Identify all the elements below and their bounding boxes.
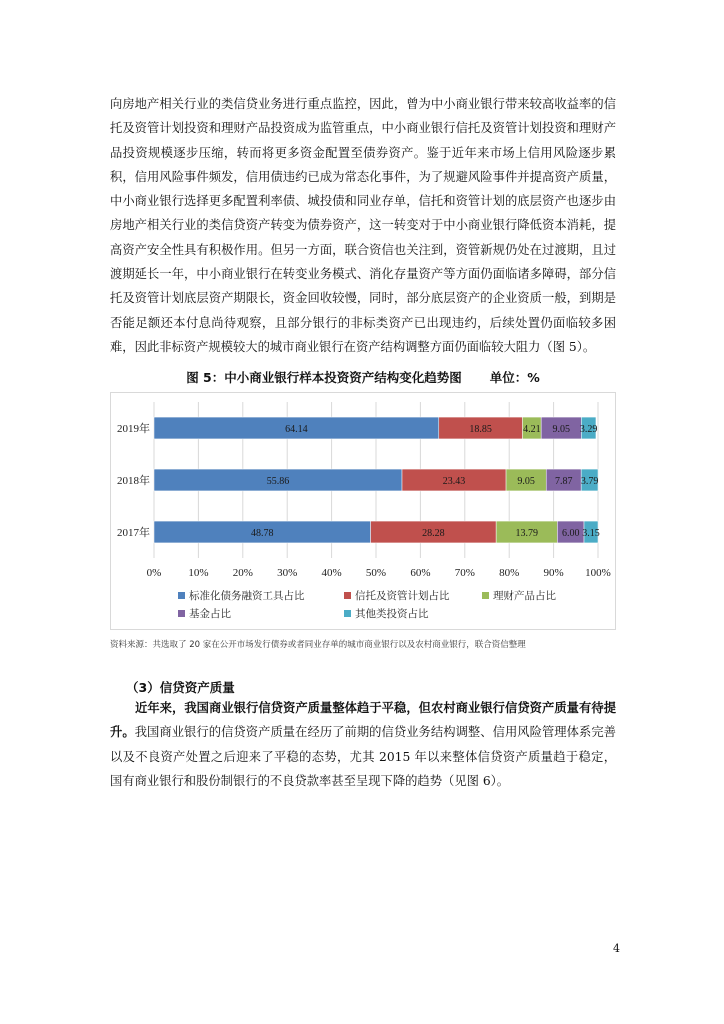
legend-label: 信托及资管计划占比 (355, 590, 450, 602)
legend-label: 其他类投资占比 (355, 608, 429, 620)
x-tick-label: 90% (543, 567, 564, 579)
category-label: 2019年 (117, 423, 150, 435)
legend-swatch (178, 592, 185, 599)
data-label: 9.05 (552, 424, 571, 435)
legend-swatch (178, 610, 185, 617)
x-tick-label: 20% (232, 567, 253, 579)
stacked-bar-chart (110, 392, 616, 630)
data-label: 48.78 (251, 528, 274, 539)
page-number: 4 (613, 942, 620, 955)
x-tick-label: 60% (410, 567, 431, 579)
figure-unit: 单位：% (489, 370, 540, 385)
x-tick-label: 40% (321, 567, 342, 579)
legend-label: 标准化债务融资工具占比 (189, 590, 305, 602)
data-label: 3.79 (580, 476, 599, 487)
figure-title (110, 368, 616, 386)
data-label: 6.00 (561, 528, 580, 539)
legend-swatch (344, 610, 351, 617)
x-tick-label: 0% (146, 567, 162, 579)
x-tick-label: 50% (365, 567, 387, 579)
data-label: 64.14 (285, 424, 308, 435)
data-label: 28.28 (422, 528, 445, 539)
x-tick-label: 70% (454, 567, 475, 579)
data-label: 23.43 (442, 476, 466, 487)
figure-title-text: 图 5：中小商业银行样本投资资产结构变化趋势图 (186, 370, 462, 385)
x-tick-label: 80% (499, 567, 520, 579)
category-label: 2017年 (117, 527, 150, 539)
body-paragraph-2 (110, 696, 616, 793)
section-heading: （3）信贷资产质量 (126, 680, 235, 695)
legend-swatch (482, 592, 489, 599)
category-label: 2018年 (117, 475, 150, 487)
body-paragraph-1: 向房地产相关行业的类信贷业务进行重点监控，因此，曾为中小商业银行带来较高收益率的信托及资管计划投资和理财产品投资成为监管重点，中小商业银行信托及资管计划投资和理财产品投资规模逐步压缩，转而将更多资金配置至债券资产。鉴于近年来市场上信用风险逐步累积，信用风险事件频发，信用债违约已成为常态化事件，为了规避风险事件并提高资产质量，中小商业银行选择更多配置利率债、城投债和同业存单，信托和资管计划的底层资产也逐步由房地产相关行业的类信贷资产转变为债券资产，这一转变对于中小商业银行降低资本消耗，提高资产安全性具有积极作用。但另一方面，联合资信也关注到，资管新规仍处在过渡期，且过渡期延长一年，中小商业银行在转变业务模式、消化存量资产等方面仍面临诸多障碍，部分信托及资管计划底层资产期限长，资金回收较慢，同时，部分底层资产的企业资质一般，到期是否能足额还本付息尚待观察，且部分银行的非标类资产已出现违约，后续处置仍面临较多困难，因此非标资产规模较大的城市商业银行在资产结构调整方面仍面临较大阻力（图 5）。 (110, 97, 616, 354)
data-label: 4.21 (523, 424, 541, 435)
legend-swatch (344, 592, 351, 599)
x-tick-label: 10% (188, 567, 209, 579)
source-note: 资料来源：共选取了 20 家在公开市场发行债券或者同业存单的城市商业银行以及农村商业银行，联合资信整理 (110, 640, 526, 650)
data-label: 9.05 (517, 476, 535, 487)
legend-label: 理财产品占比 (493, 590, 556, 602)
x-tick-label: 30% (277, 567, 298, 579)
data-label: 3.15 (582, 528, 600, 539)
data-label: 3.29 (579, 424, 598, 435)
data-label: 7.87 (554, 476, 573, 487)
x-tick-label: 100% (585, 567, 611, 579)
paragraph-2-lead: 近年来，我国商业银行信贷资产质量整体趋于平稳，但农村商业银行信贷资产质量有待提升。 (110, 701, 616, 740)
legend-label: 基金占比 (189, 608, 231, 620)
data-label: 13.79 (515, 528, 539, 539)
data-label: 55.86 (266, 476, 290, 487)
paragraph-2-text: 我国商业银行的信贷资产质量在经历了前期的信贷业务结构调整、信用风险管理体系完善以及不良资产处置之后迎来了平稳的态势，尤其 2015 年以来整体信贷资产质量趋于稳定，国有商业银行和股份制银行的不良贷款率甚至呈现下降的趋势（见图 6）。 (110, 725, 616, 788)
data-label: 18.85 (469, 424, 492, 435)
